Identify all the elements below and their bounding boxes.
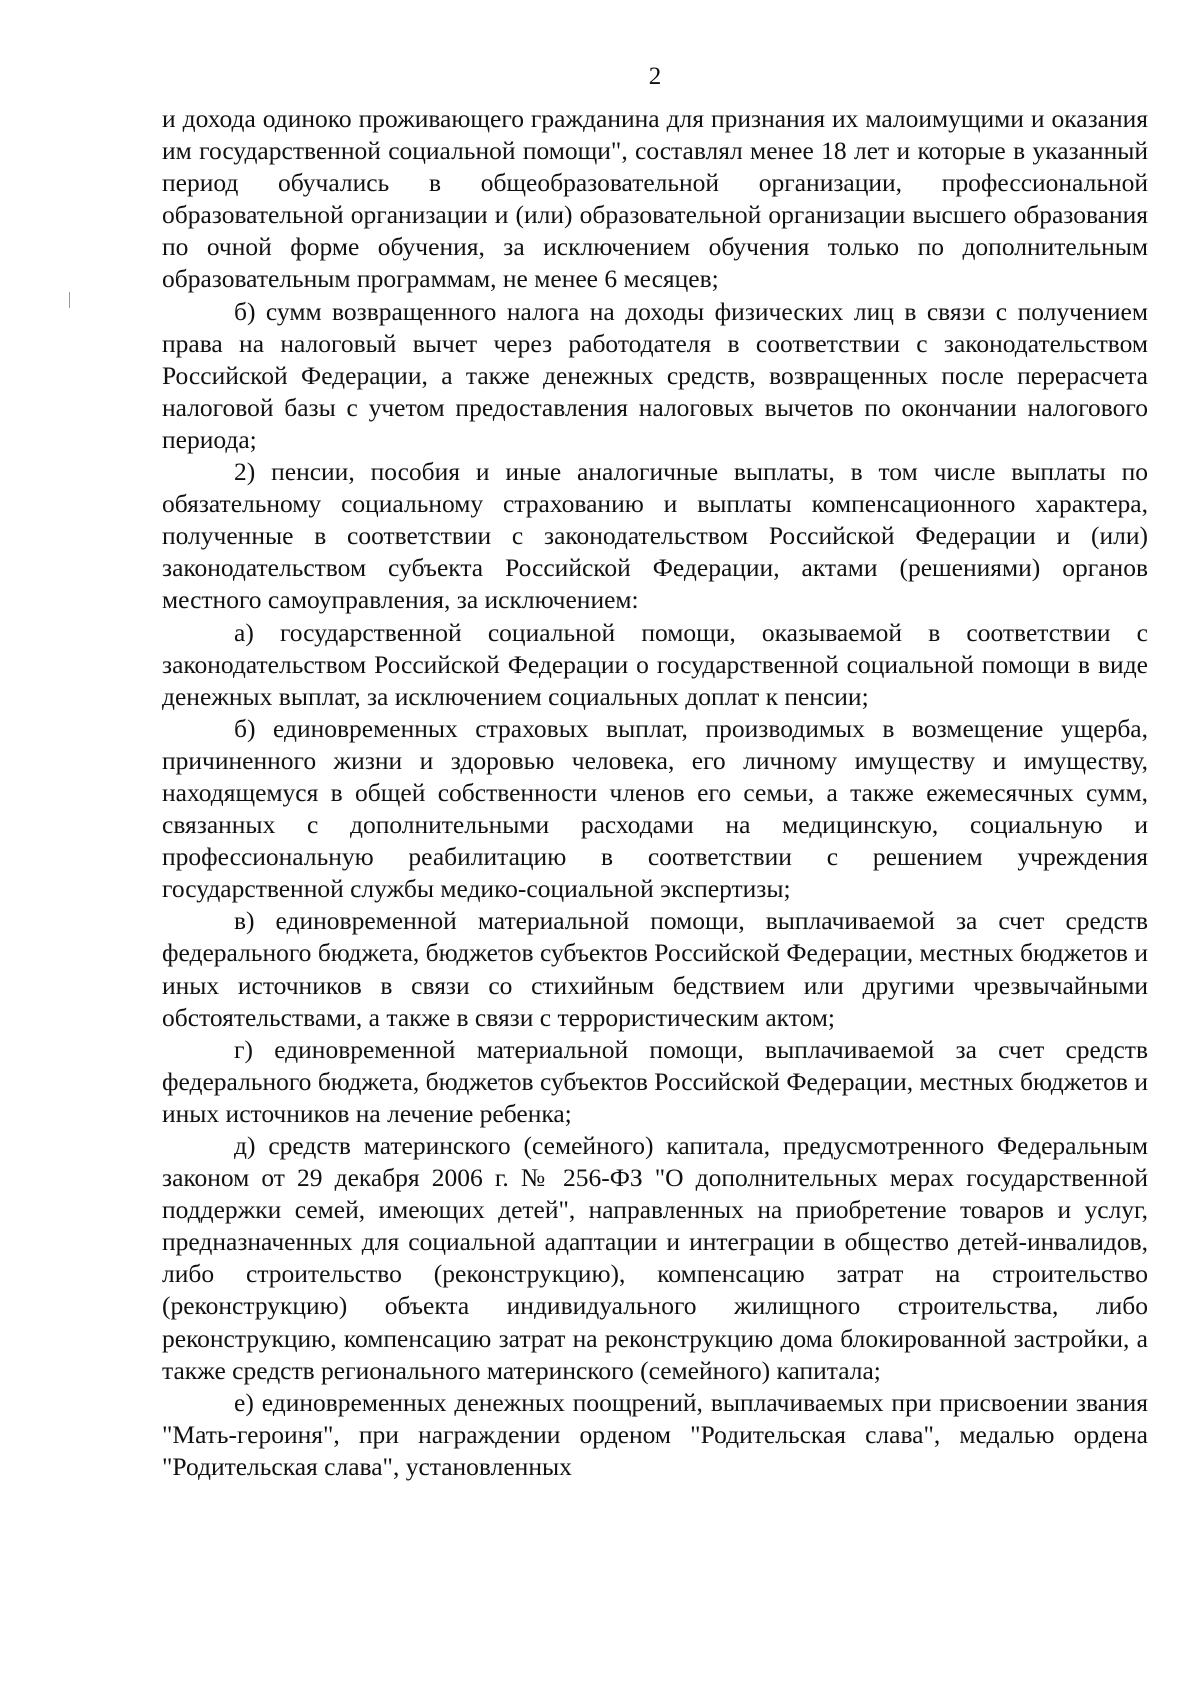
paragraph-b-tax-refund: б) сумм возвращенного налога на доходы физических лиц в связи с получением права на налоговый вычет через работодателя в соответствии с законодательством Российской Федерации, а также денежных средств, возвращенных после перерасчета налоговой базы с учетом предоставления налоговых вычетов по окончании налогового периода; bbox=[162, 296, 1148, 454]
paragraph-b-insurance-payments: б) единовременных страховых выплат, производимых в возмещение ущерба, причиненного жизни и здоровью человека, его личному имуществу и имуществу, находящемуся в общей собственности членов его семьи, а также ежемесячных сумм, связанных с дополнительными расходами на медицинскую, социальную и профессиональную реабилитацию в соответствии с решением учреждения государственной службы медико-социальной экспертизы; bbox=[162, 713, 1148, 904]
document-body bbox=[162, 103, 1148, 1483]
paragraph-a-state-assistance: а) государственной социальной помощи, оказываемой в соответствии с законодательством Российской Федерации о государственной социальной помощи в виде денежных выплат, за исключением социальных доплат к пенсии; bbox=[162, 617, 1148, 711]
paragraph-d-maternity-capital: д) средств материнского (семейного) капитала, предусмотренного Федеральным законом от 29 декабря 2006 г. № 256-ФЗ "О дополнительных мерах государственной поддержки семей, имеющих детей", направленных на приобретение товаров и услуг, предназначенных для социальной адаптации и интеграции в общество детей-инвалидов, либо строительство (реконструкцию), компенсацию затрат на строительство (реконструкцию) объекта индивидуального жилищного строительства, либо реконструкцию, компенсацию затрат на реконструкцию дома блокированной застройки, а также средств регионального материнского (семейного) капитала; bbox=[162, 1131, 1148, 1385]
paragraph-2-pensions: 2) пенсии, пособия и иные аналогичные выплаты, в том числе выплаты по обязательному социальному страхованию и выплаты компенсационного характера, полученные в соответствии с законодательством Российской Федерации и (или) законодательством субъекта Российской Федерации, актами (решениями) органов местного самоуправления, за исключением: bbox=[162, 457, 1148, 615]
page-number: 2 bbox=[648, 63, 662, 90]
scan-margin-mark bbox=[69, 292, 70, 308]
paragraph-g-child-treatment-aid: г) единовременной материальной помощи, выплачиваемой за счет средств федерального бюджета, бюджетов субъектов Российской Федерации, местных бюджетов и иных источников на лечение ребенка; bbox=[162, 1034, 1148, 1128]
paragraph-v-disaster-aid: в) единовременной материальной помощи, выплачиваемой за счет средств федерального бюджета, бюджетов субъектов Российской Федерации, местных бюджетов и иных источников в связи со стихийным бедствием или другими чрезвычайными обстоятельствами, а также в связи с террористическим актом; bbox=[162, 906, 1148, 1032]
paragraph-e-awards: е) единовременных денежных поощрений, выплачиваемых при присвоении звания "Мать-героиня", при награждении орденом "Родительская слава", медалью ордена "Родительская слава", установленных bbox=[162, 1387, 1148, 1481]
paragraph-continuation-income: и дохода одиноко проживающего гражданина для признания их малоимущими и оказания им государственной социальной помощи", составлял менее 18 лет и которые в указанный период обучались в общеобразовательной организации, профессиональной образовательной организации и (или) образовательной организации высшего образования по очной форме обучения, за исключением обучения только по дополнительным образовательным программам, не менее 6 месяцев; bbox=[162, 104, 1148, 294]
